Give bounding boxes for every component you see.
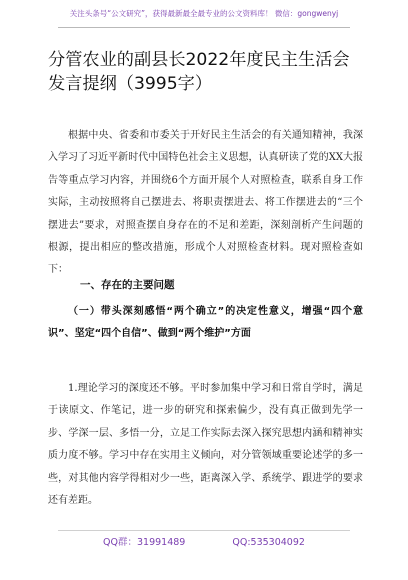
footer-qq: QQ:535304092 <box>232 537 305 548</box>
footer-divider <box>58 530 350 531</box>
footer <box>0 534 408 548</box>
document-title: 分管农业的副县长2022年度民主生活会发言提纲（3995字） <box>48 50 350 94</box>
intro-paragraph: 根据中央、省委和市委关于开好民主生活会的有关通知精神，我深入学习了习近平新时代中国特色社会主义思想，认真研读了党的XX大报告等重点学习内容，并围绕6个方面开展个人对照检查，联系自身工作实际，主动按照将自己摆进去、将职责摆进去、将工作摆进去的“三个摆进去”要求，对照查摆自身存在的不足和差距，深刻剖析产生问题的根源，提出相应的整改措施，形成个人对照检查材料。现对照检查如下： <box>48 130 363 276</box>
header-divider <box>58 27 350 28</box>
subsection-heading: （一）带头深刻感悟“两个确立”的决定性意义，增强“四个意识”、坚定“四个自信”、做到“两个维护”方面 <box>48 306 363 339</box>
header-note: 关注头条号“公文研究”，获得最新最全最专业的公文资料库！ 微信：gongwenyj <box>69 9 339 18</box>
paragraph-1: 1.理论学习的深度还不够。平时参加集中学习和日常自学时，满足于读原文、作笔记，进一步的研究和探索偏少，没有真正做到先学一步、学深一层、多悟一分，立足工作实际去深入探究思想内涵和精神实质力度不够。学习中存在实用主义倾向，对分管领域重要论述学的多一些，对其他内容学得相对少一些，距离深入学、系统学、跟进学的要求还有差距。 <box>48 383 363 507</box>
section-heading: 一、存在的主要问题 <box>80 279 175 291</box>
footer-qq-group: QQ群：31991489 <box>103 537 186 548</box>
